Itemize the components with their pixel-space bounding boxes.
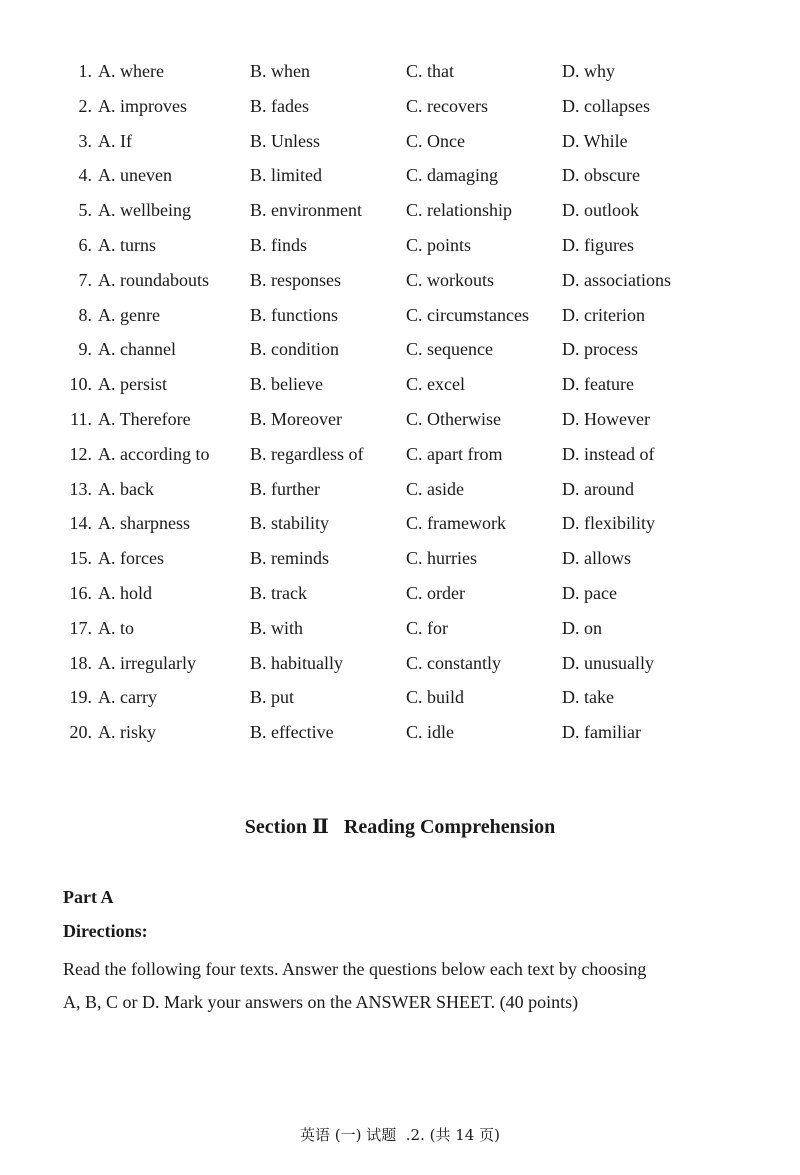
question-row xyxy=(0,541,800,576)
option-c: C. damaging xyxy=(406,165,498,186)
question-number: 18. xyxy=(69,652,92,673)
option-a: A. according to xyxy=(98,443,210,464)
option-d: D. feature xyxy=(562,374,634,395)
directions-label: Directions: xyxy=(63,921,148,941)
option-d: D. figures xyxy=(562,234,634,255)
question-row xyxy=(0,402,800,437)
option-c: C. recovers xyxy=(406,95,488,116)
question-row xyxy=(0,89,800,124)
question-row xyxy=(0,228,800,263)
part-label: Part A xyxy=(63,887,114,907)
option-c: C. excel xyxy=(406,374,465,395)
option-c: C. that xyxy=(406,61,454,81)
question-number: 9. xyxy=(78,339,92,360)
question-row xyxy=(0,54,800,89)
option-a: A. risky xyxy=(98,722,156,743)
question-number: 20. xyxy=(69,722,92,743)
option-c: C. workouts xyxy=(406,269,495,290)
option-d: D. flexibility xyxy=(562,513,655,534)
option-c: C. framework xyxy=(406,513,506,534)
question-number: 19. xyxy=(69,687,92,708)
question-number: 3. xyxy=(78,130,92,151)
question-row xyxy=(0,193,800,228)
option-a: A. persist xyxy=(98,374,167,395)
option-a: A. improves xyxy=(98,95,187,116)
option-b: B. when xyxy=(250,61,310,81)
question-row xyxy=(0,263,800,298)
option-c: C. points xyxy=(406,234,472,255)
option-a: A. irregularly xyxy=(98,652,196,673)
option-b: B. put xyxy=(250,687,295,708)
option-c: C. constantly xyxy=(406,652,501,673)
question-row xyxy=(0,124,800,159)
option-a: A. wellbeing xyxy=(98,200,191,221)
option-b: B. limited xyxy=(250,165,322,186)
option-b: B. finds xyxy=(250,234,308,255)
option-c: C. hurries xyxy=(406,548,477,569)
question-list xyxy=(0,54,800,750)
option-d: D. why xyxy=(562,61,615,81)
question-row xyxy=(0,715,800,750)
option-d: D. process xyxy=(562,339,638,360)
option-b: B. believe xyxy=(250,374,323,395)
question-number: 6. xyxy=(78,234,92,255)
question-row xyxy=(0,158,800,193)
option-b: B. fades xyxy=(250,95,309,116)
option-d: D. pace xyxy=(562,582,617,603)
question-number: 8. xyxy=(78,304,92,325)
option-a: A. channel xyxy=(98,339,176,360)
option-a: A. to xyxy=(98,617,134,638)
question-row xyxy=(0,472,800,507)
option-d: D. allows xyxy=(562,548,631,569)
question-row xyxy=(0,646,800,681)
option-a: A. genre xyxy=(98,304,160,325)
question-row xyxy=(0,367,800,402)
option-a: A. back xyxy=(98,478,154,499)
option-c: C. order xyxy=(406,582,465,603)
question-number: 4. xyxy=(78,165,92,186)
option-b: B. condition xyxy=(250,339,339,360)
option-b: B. stability xyxy=(250,513,330,534)
option-a: A. Therefore xyxy=(98,408,191,429)
option-c: C. aside xyxy=(406,478,464,499)
question-row xyxy=(0,437,800,472)
question-row xyxy=(0,611,800,646)
question-number: 13. xyxy=(69,478,92,499)
option-d: D. outlook xyxy=(562,200,640,221)
option-a: A. hold xyxy=(98,582,152,603)
option-c: C. circumstances xyxy=(406,304,529,325)
option-a: A. If xyxy=(98,130,132,151)
directions-line-1: Read the following four texts. Answer the questions below each text by choosing xyxy=(63,959,647,979)
option-a: A. carry xyxy=(98,687,157,708)
option-b: B. further xyxy=(250,478,320,499)
question-number: 10. xyxy=(69,374,92,395)
option-b: B. Unless xyxy=(250,130,321,151)
option-b: B. environment xyxy=(250,200,362,221)
option-a: A. uneven xyxy=(98,165,172,186)
question-number: 7. xyxy=(78,269,92,290)
option-d: D. around xyxy=(562,478,634,499)
option-d: D. associations xyxy=(562,269,671,290)
option-d: D. unusually xyxy=(562,652,654,673)
option-a: A. turns xyxy=(98,234,156,255)
option-b: B. reminds xyxy=(250,548,329,569)
option-c: C. for xyxy=(406,617,448,638)
page-footer: 英语 (一) 试题 .2. (共 14 页) xyxy=(300,1126,500,1144)
option-b: B. responses xyxy=(250,269,341,290)
question-row xyxy=(0,576,800,611)
option-b: B. regardless of xyxy=(250,443,364,464)
question-row xyxy=(0,332,800,367)
option-d: D. familiar xyxy=(562,722,641,743)
option-a: A. forces xyxy=(98,548,164,569)
question-number: 16. xyxy=(69,582,92,603)
option-b: B. Moreover xyxy=(250,408,342,429)
option-b: B. track xyxy=(250,582,307,603)
section-title: Section Ⅱ Reading Comprehension xyxy=(244,816,556,838)
question-number: 14. xyxy=(69,513,92,534)
question-number: 1. xyxy=(78,61,92,81)
option-c: C. Once xyxy=(406,130,465,151)
option-c: C. build xyxy=(406,687,465,708)
option-b: B. effective xyxy=(250,722,334,743)
option-c: C. idle xyxy=(406,722,454,743)
option-d: D. instead of xyxy=(562,443,655,464)
option-b: B. habitually xyxy=(250,652,343,673)
question-number: 17. xyxy=(69,617,92,638)
option-d: D. collapses xyxy=(562,95,650,116)
option-c: C. Otherwise xyxy=(406,408,501,429)
option-d: D. However xyxy=(562,408,650,429)
option-d: D. obscure xyxy=(562,165,640,186)
option-d: D. on xyxy=(562,617,602,638)
question-row xyxy=(0,506,800,541)
option-c: C. apart from xyxy=(406,443,503,464)
directions-line-2: A, B, C or D. Mark your answers on the ANSWER SHEET. (40 points) xyxy=(63,992,579,1012)
option-b: B. functions xyxy=(250,304,338,325)
option-d: D. While xyxy=(562,130,628,151)
question-number: 2. xyxy=(78,95,92,116)
option-c: C. sequence xyxy=(406,339,493,360)
question-number: 5. xyxy=(78,200,92,221)
option-c: C. relationship xyxy=(406,200,512,221)
directions-text xyxy=(63,953,743,1019)
question-number: 11. xyxy=(70,408,92,429)
option-a: A. where xyxy=(98,61,164,81)
question-number: 12. xyxy=(69,443,92,464)
option-a: A. roundabouts xyxy=(98,269,209,290)
option-a: A. sharpness xyxy=(98,513,190,534)
question-row xyxy=(0,680,800,715)
question-row xyxy=(0,298,800,333)
option-d: D. criterion xyxy=(562,304,645,325)
question-number: 15. xyxy=(69,548,92,569)
option-b: B. with xyxy=(250,617,304,638)
option-d: D. take xyxy=(562,687,614,708)
